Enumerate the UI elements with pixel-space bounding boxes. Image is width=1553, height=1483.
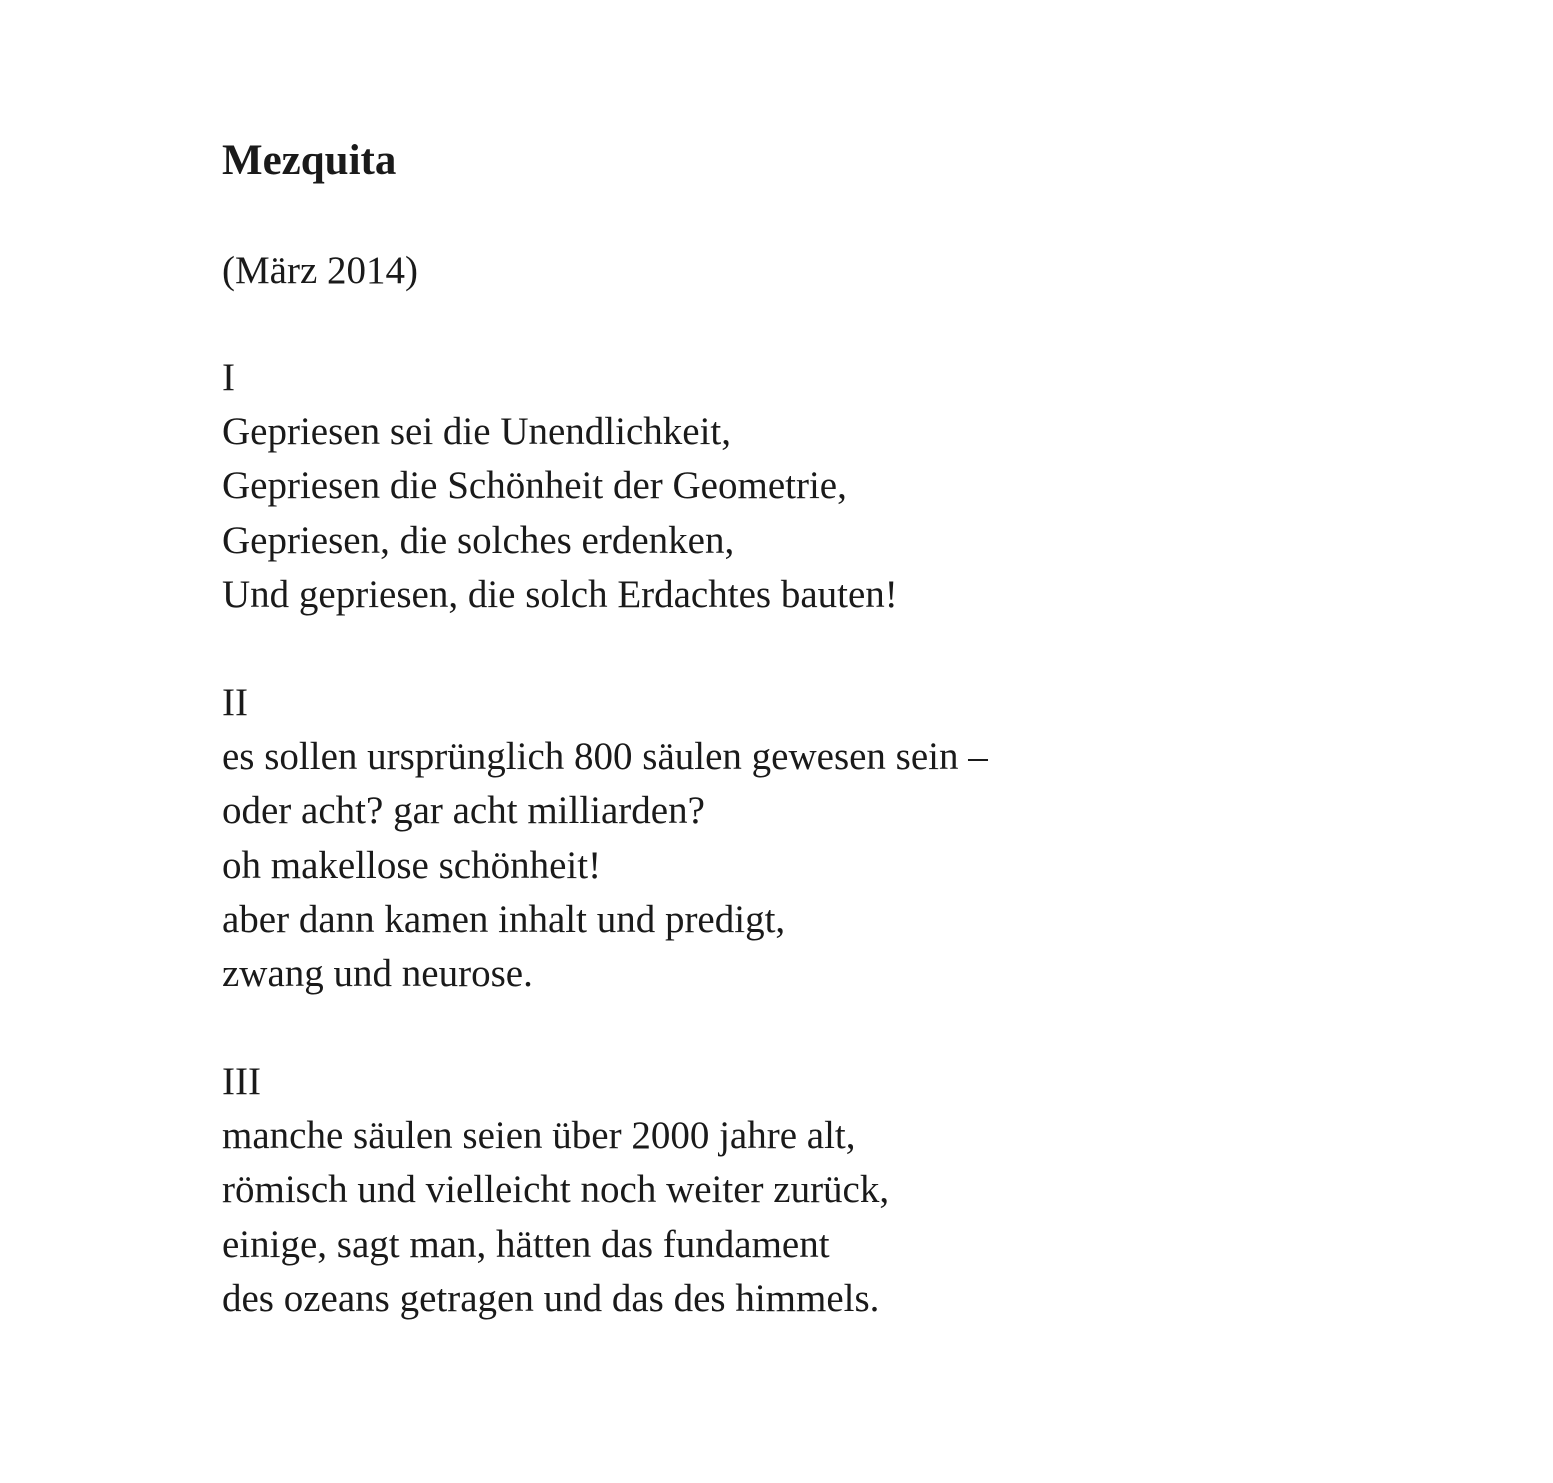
poem-line: römisch und vielleicht noch weiter zurück, (222, 1168, 890, 1212)
poem-line: Und gepriesen, die solch Erdachtes bauten! (222, 572, 898, 616)
poem-title: Mezquita (222, 137, 397, 184)
poem-line: es sollen ursprünglich 800 säulen gewesen sein – (222, 735, 988, 779)
poem-line: aber dann kamen inhalt und predigt, (222, 897, 786, 941)
poem-line: zwang und neurose. (222, 952, 533, 996)
stanza-3 (222, 1055, 889, 1326)
stanza-numeral: II (222, 681, 248, 724)
poem-line: Gepriesen sei die Unendlichkeit, (222, 410, 731, 454)
stanza-2 (222, 676, 988, 1001)
poem-line: oh makellose schönheit! (222, 843, 602, 887)
poem-line: Gepriesen die Schönheit der Geometrie, (222, 464, 847, 508)
poem-date: (März 2014) (222, 249, 419, 292)
poem-line: einige, sagt man, hätten das fundament (222, 1222, 830, 1266)
stanza-1 (222, 351, 898, 622)
poem-line: oder acht? gar acht milliarden? (222, 789, 705, 833)
poem-line: des ozeans getragen und das des himmels. (222, 1276, 880, 1320)
poem-line: Gepriesen, die solches erdenken, (222, 518, 735, 562)
stanza-numeral: I (222, 356, 235, 399)
poem-line: manche säulen seien über 2000 jahre alt, (222, 1114, 856, 1158)
stanza-numeral: III (222, 1060, 261, 1103)
